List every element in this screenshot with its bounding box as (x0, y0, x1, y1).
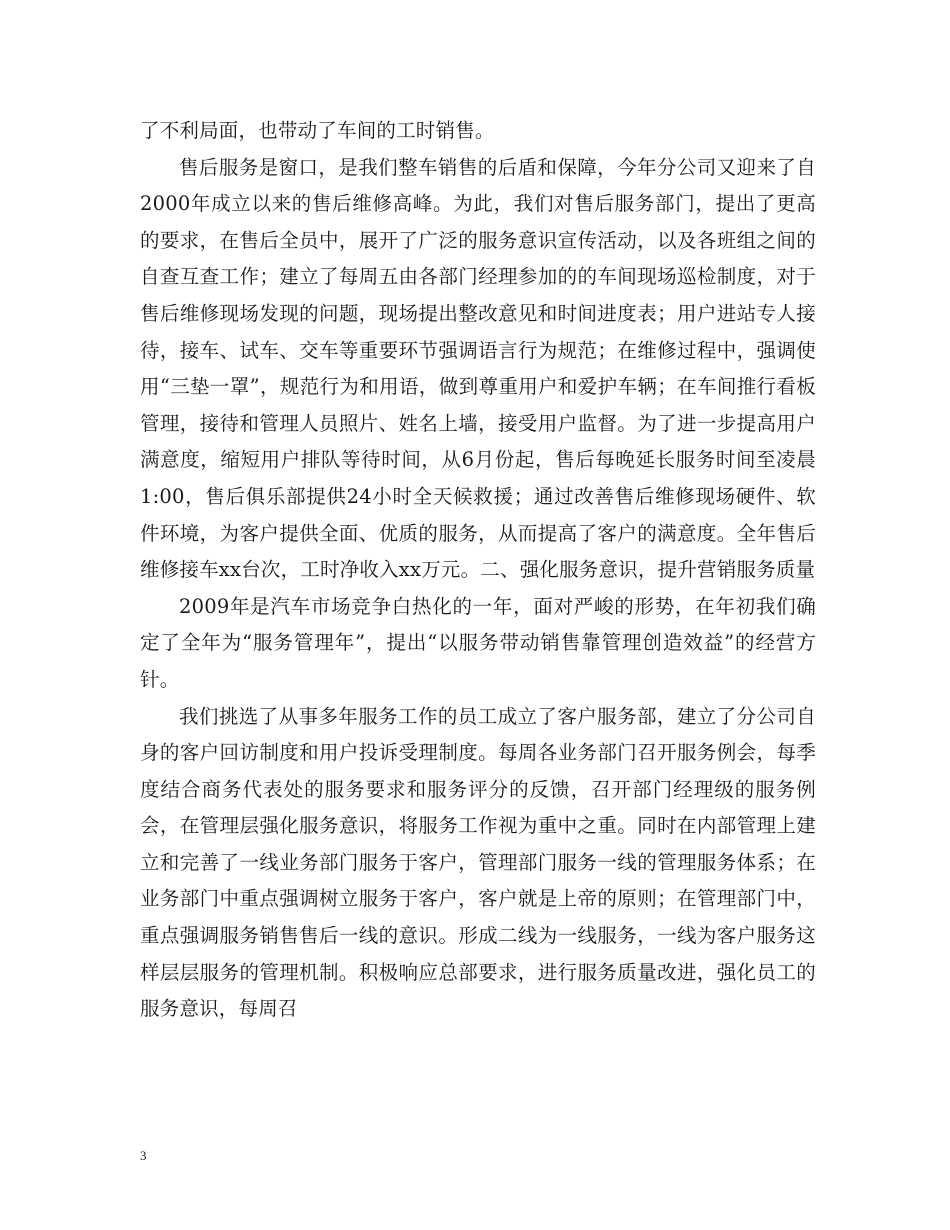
document-body (140, 113, 816, 1028)
paragraph-customer-service-department: 我们挑选了从事多年服务工作的员工成立了客户服务部，建立了分公司自身的客户回访制度和用户投诉受理制度。每周各业务部门召开服务例会，每季度结合商务代表处的服务要求和服务评分的反馈，召开部门经理级的服务例会，在管理层强化服务意识，将服务工作视为重中之重。同时在内部管理上建立和完善了一线业务部门服务于客户，管理部门服务一线的管理服务体系；在业务部门中重点强调树立服务于客户，客户就是上帝的原则；在管理部门中，重点强调服务销售售后一线的意识。形成二线为一线服务，一线为客户服务这样层层服务的管理机制。积极响应总部要求，进行服务质量改进，强化员工的服务意识，每周召 (140, 704, 816, 1021)
paragraph-service-management-year: 2009年是汽车市场竞争白热化的一年，面对严峻的形势，在年初我们确定了全年为“服务管理年”，提出“以服务带动销售靠管理创造效益”的经营方针。 (140, 594, 816, 691)
paragraph-continuation: 了不利局面，也带动了车间的工时销售。 (140, 119, 495, 142)
page-number: 3 (140, 1148, 147, 1163)
paragraph-after-sales-service: 售后服务是窗口，是我们整车销售的后盾和保障，今年分公司又迎来了自2000年成立以来的售后维修高峰。为此，我们对售后服务部门，提出了更高的要求，在售后全员中，展开了广泛的服务意识宣传活动，以及各班组之间的自查互查工作；建立了每周五由各部门经理参加的的车间现场巡检制度，对于售后维修现场发现的问题，现场提出整改意见和时间进度表；用户进站专人接待，接车、试车、交车等重要环节强调语言行为规范；在维修过程中，强调使用“三垫一罩”，规范行为和用语，做到尊重用户和爱护车辆；在车间推行看板管理，接待和管理人员照片、姓名上墙，接受用户监督。为了进一步提高用户满意度，缩短用户排队等待时间，从6月份起，售后每晚延长服务时间至凌晨1:00，售后俱乐部提供24小时全天候救援；通过改善售后维修现场硬件、软件环境，为客户提供全面、优质的服务，从而提高了客户的满意度。全年售后维修接车xx台次，工时净收入xx万元。二、强化服务意识，提升营销服务质量 (140, 155, 816, 582)
